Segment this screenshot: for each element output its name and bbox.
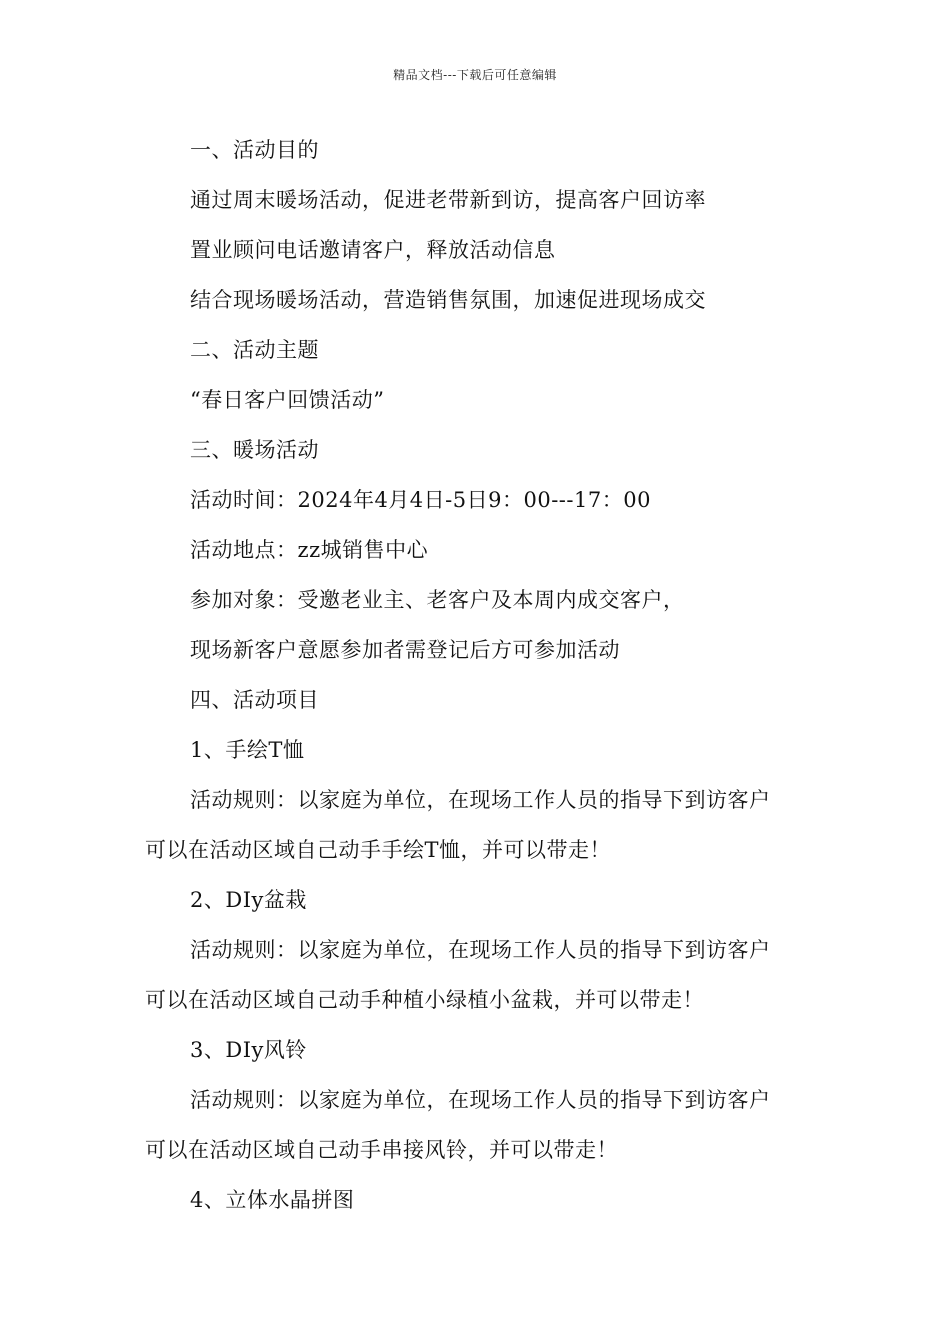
section-heading-warmup: 三、暖场活动 [190, 438, 319, 462]
section-heading-purpose: 一、活动目的 [190, 138, 319, 162]
activity-location: 活动地点：zz城销售中心 [190, 538, 429, 562]
item-heading: 1、手绘T恤 [190, 738, 305, 762]
item-heading: 3、DIy风铃 [190, 1038, 307, 1062]
item-rule-line: 活动规则：以家庭为单位，在现场工作人员的指导下到访客户 [190, 788, 771, 812]
item-rule-line: 可以在活动区域自己动手种植小绿植小盆栽，并可以带走！ [145, 988, 704, 1012]
item-rule-line: 活动规则：以家庭为单位，在现场工作人员的指导下到访客户 [190, 1088, 771, 1112]
page-header: 精品文档---下载后可任意编辑 [393, 68, 557, 82]
document-body [145, 125, 815, 1225]
paragraph-line: “春日客户回馈活动” [190, 388, 385, 412]
paragraph-line: 置业顾问电话邀请客户，释放活动信息 [190, 238, 556, 262]
section-heading-theme: 二、活动主题 [190, 338, 319, 362]
item-heading: 2、DIy盆栽 [190, 888, 307, 912]
item-rule-line: 可以在活动区域自己动手手绘T恤，并可以带走！ [145, 838, 612, 862]
item-rule-line: 可以在活动区域自己动手串接风铃，并可以带走！ [145, 1138, 618, 1162]
section-heading-items: 四、活动项目 [190, 688, 319, 712]
paragraph-line: 通过周末暖场活动，促进老带新到访，提高客户回访率 [190, 188, 706, 212]
item-heading: 4、立体水晶拼图 [190, 1188, 355, 1212]
item-rule-line: 活动规则：以家庭为单位，在现场工作人员的指导下到访客户 [190, 938, 771, 962]
activity-participants: 参加对象：受邀老业主、老客户及本周内成交客户， [190, 588, 685, 612]
paragraph-line: 现场新客户意愿参加者需登记后方可参加活动 [190, 638, 620, 662]
paragraph-line: 结合现场暖场活动，营造销售氛围，加速促进现场成交 [190, 288, 706, 312]
activity-time: 活动时间：2024年4月4日-5日9：00---17：00 [190, 488, 651, 512]
